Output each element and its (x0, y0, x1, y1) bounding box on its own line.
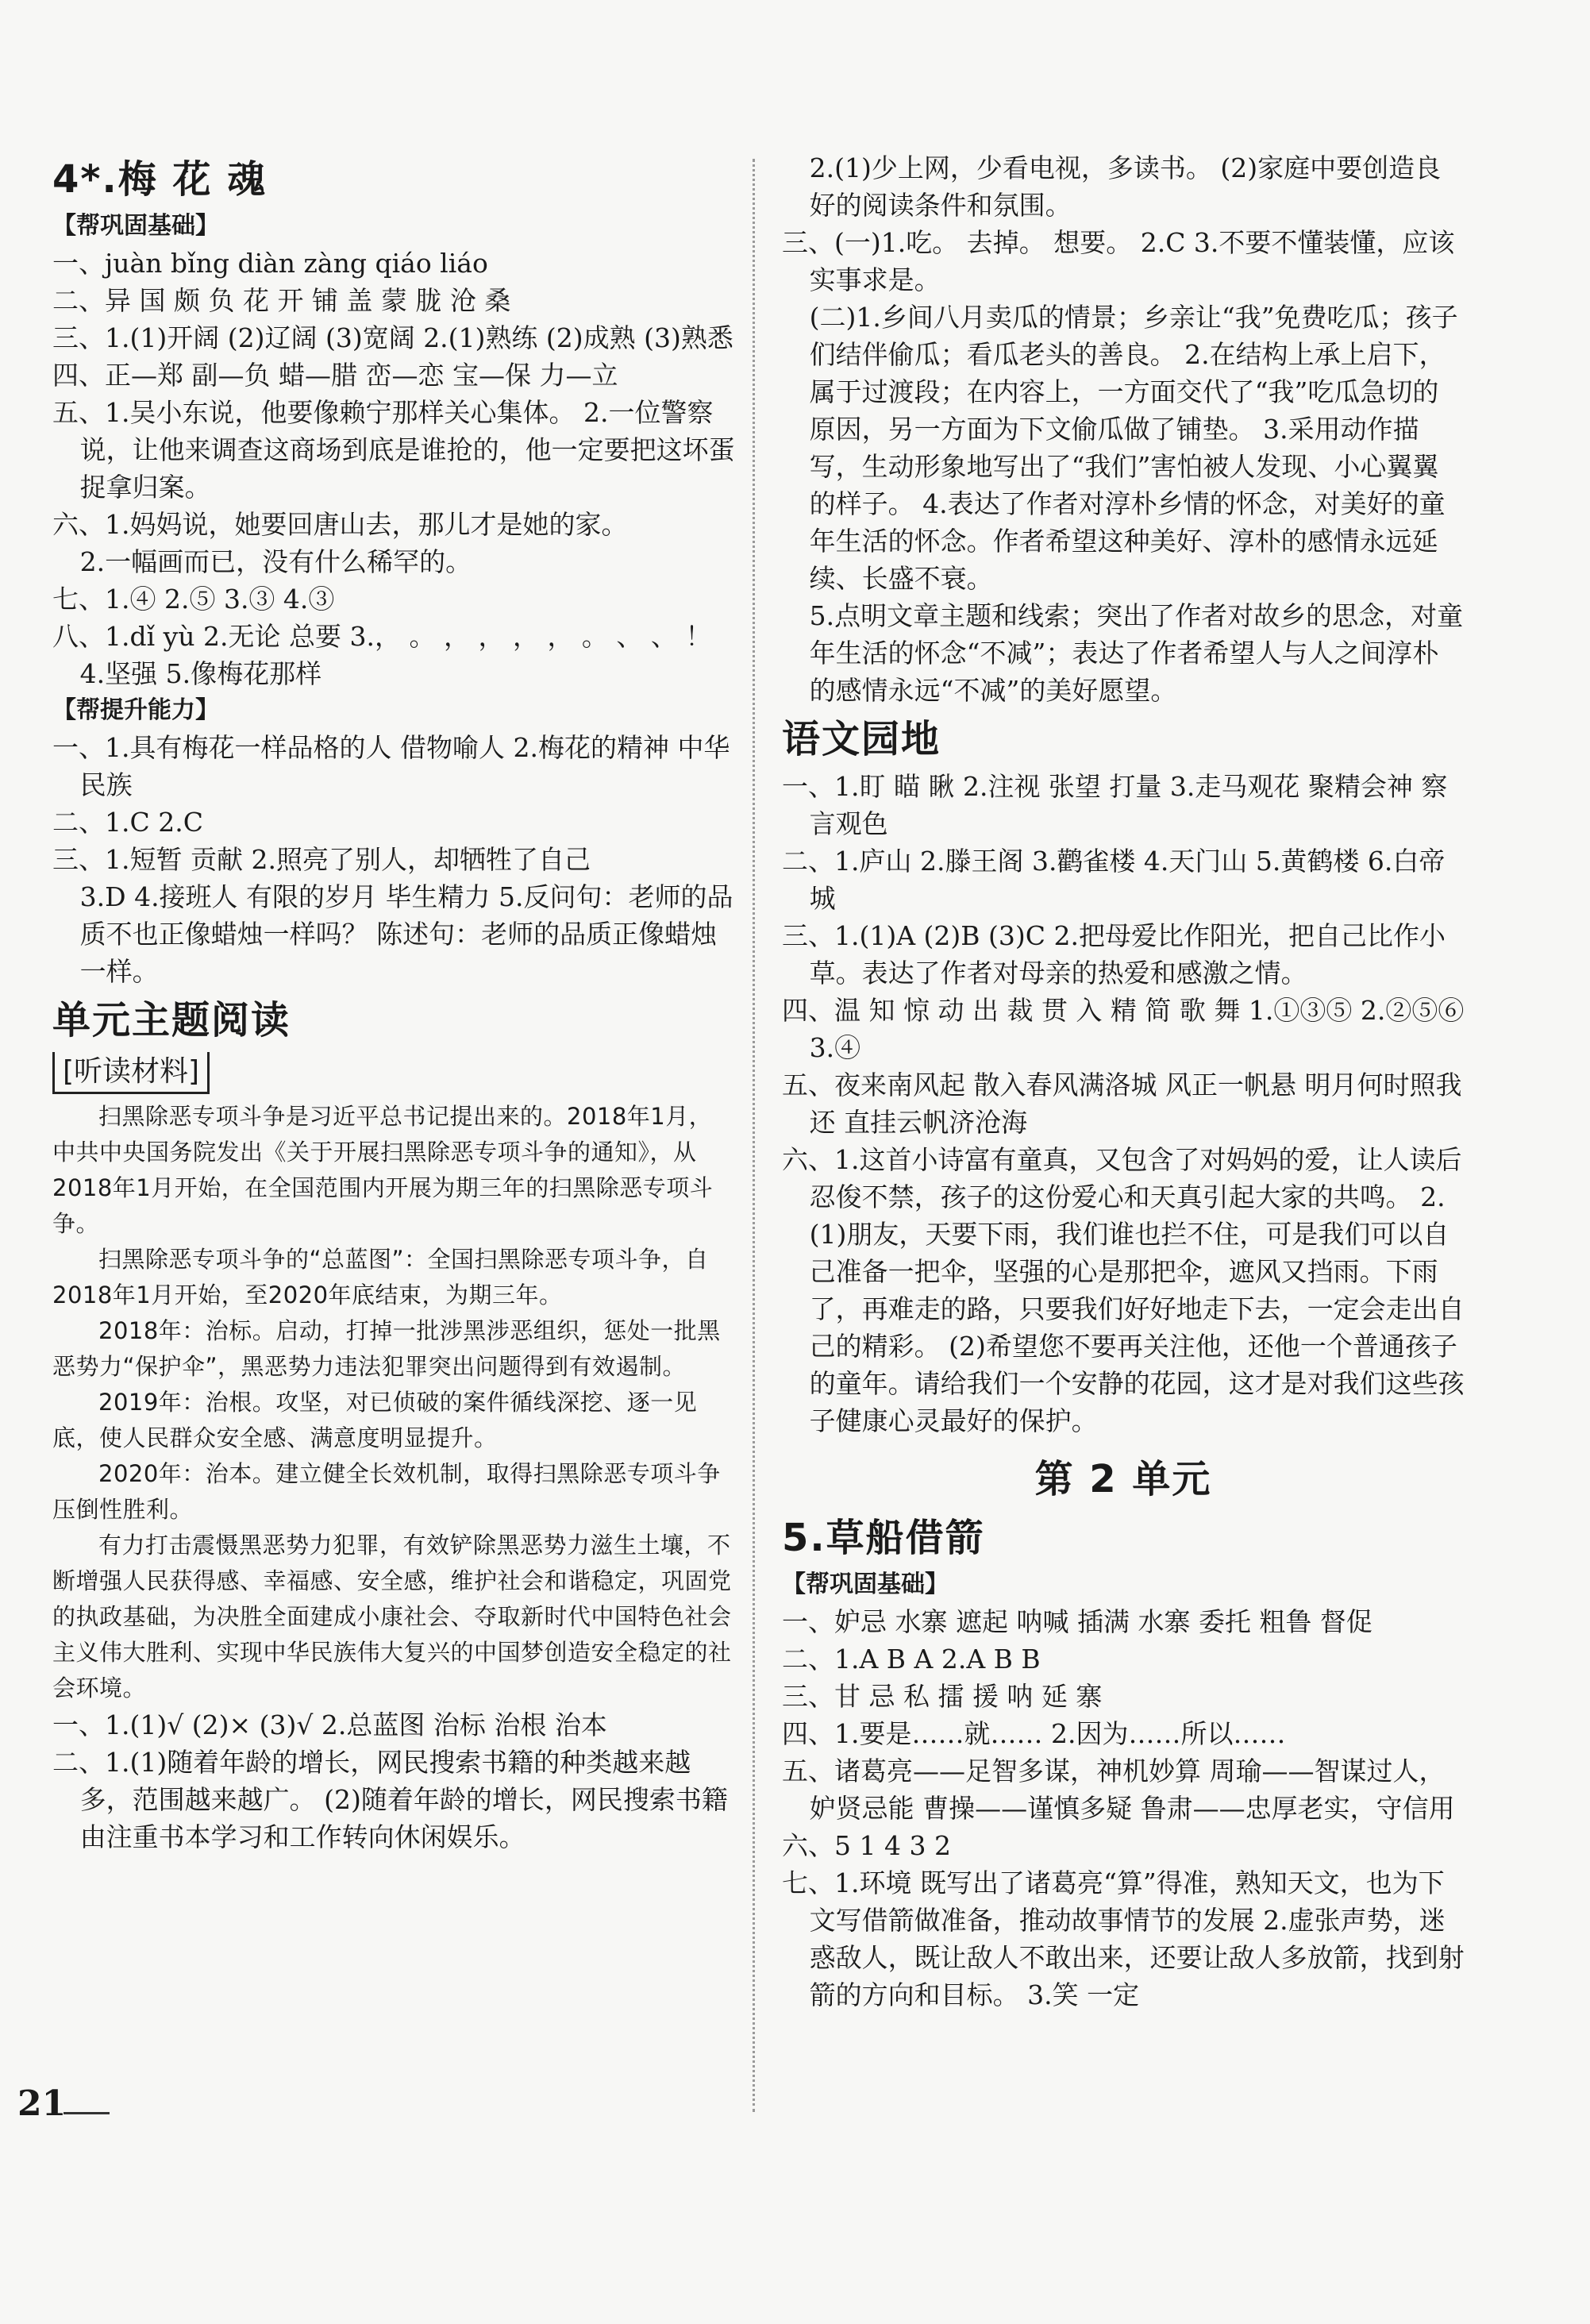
answer-line: 二、1.(1)随着年龄的增长，网民搜索书籍的种类越来越多，范围越来越广。 (2)随着年龄的增长，网民搜索书籍由注重书本学习和工作转向休闲娱乐。 (52, 1747, 728, 1852)
answer-line: 四、正—郑 副—负 蜡—腊 峦—恋 宝—保 力—立 (52, 360, 618, 391)
section-tag: 【帮提升能力】 (52, 696, 219, 724)
answer-line: 三、甘 忌 私 擂 援 呐 延 寨 (782, 1681, 1103, 1712)
answer-line: 三、1.(1)开阔 (2)辽阔 (3)宽阔 2.(1)熟练 (2)成熟 (3)熟悉 (52, 322, 733, 353)
page-number-rule (64, 2112, 110, 2114)
answer-line: 三、1.(1)A (2)B (3)C 2.把母爱比作阳光，把自己比作小草。表达了作者对母亲的热爱和感激之情。 (782, 920, 1446, 989)
section-title: 单元主题阅读 (52, 998, 291, 1043)
section-tag: 【帮巩固基础】 (782, 1571, 949, 1598)
answer-line: (二)1.乡间八月卖瓜的情景；乡亲让“我”免费吃瓜；孩子们结伴偷瓜；看瓜老头的善良。 2.在结构上承上启下，属于过渡段；在内容上，一方面交代了“我”吃瓜急切的原因，另一方面为下文偷瓜做了铺垫。 3.采用动作描写，生动形象地写出了“我们”害怕被人发现、小心翼翼的样子。 4.表达了作者对淳朴乡情的怀念，对美好的童年生活的怀念。作者希望这种美好、淳朴的感情永远延续、长盛不衰。 (809, 302, 1458, 594)
answer-line: 五、夜来南风起 散入春风满洛城 风正一帆悬 明月何时照我还 直挂云帆济沧海 (782, 1070, 1462, 1138)
section-title: 语文园地 (782, 717, 941, 761)
answer-line: 二、1.C 2.C (52, 807, 203, 838)
answer-line: 一、妒忌 水寨 遮起 呐喊 插满 水寨 委托 粗鲁 督促 (782, 1606, 1372, 1637)
answer-line: 三、1.短暂 贡献 2.照亮了别人，却牺牲了自己 (52, 844, 591, 875)
story-paragraph: 扫黑除恶专项斗争是习近平总书记提出来的。2018年1月，中共中央国务院发出《关于开展扫黑除恶专项斗争的通知》，从2018年1月开始，在全国范围内开展为期三年的扫黑除恶专项斗争。 (52, 1103, 714, 1237)
answer-line: 2.(1)少上网，少看电视，多读书。 (2)家庭中要创造良好的阅读条件和氛围。 (809, 152, 1442, 221)
answer-line: 八、1.dǐ yù 2.无论 总要 3.， 。 ， ， ， ， 。 、 、 ！ 4.坚强 5.像梅花那样 (52, 621, 712, 689)
story-paragraph: 2018年：治标。启动，打掉一批涉黑涉恶组织，惩处一批黑恶势力“保护伞”，黑恶势力违法犯罪突出问题得到有效遏制。 (52, 1317, 721, 1380)
answer-line: 六、1.这首小诗富有童真，又包含了对妈妈的爱，让人读后忍俊不禁，孩子的这份爱心和天真引起大家的共鸣。 2.(1)朋友，天要下雨，我们谁也拦不住，可是我们可以自己准备一把伞，坚强的心是那把伞，遮风又挡雨。下雨了，再难走的路，只要我们好好地走下去，一定会走出自己的精彩。 (2)希望您不要再关注他，还他一个普通孩子的童年。请给我们一个安静的花园，这才是对我们这些孩子健康心灵最好的保护。 (782, 1144, 1465, 1436)
answer-line: 五、诸葛亮——足智多谋，神机妙算 周瑜——智谋过人，妒贤忌能 曹操——谨慎多疑 鲁肃——忠厚老实，守信用 (782, 1756, 1455, 1824)
answer-line: 七、1.环境 既写出了诸葛亮“算”得准，熟知天文，也为下文写借箭做准备，推动故事情节的发展 2.虚张声势，迷惑敌人，既让敌人不敢出来，还要让敌人多放箭，找到射箭的方向和目标。 3.笑 一定 (782, 1867, 1465, 2010)
answer-line: 二、异 国 颇 负 花 开 铺 盖 蒙 胧 沧 桑 (52, 285, 511, 316)
answer-line: 二、1.A B A 2.A B B (782, 1644, 1041, 1675)
story-paragraph: 2019年：治根。攻坚，对已侦破的案件循线深挖、逐一见底，使人民群众安全感、满意度明显提升。 (52, 1389, 698, 1451)
story-paragraph: 扫黑除恶专项斗争的“总蓝图”：全国扫黑除恶专项斗争，自2018年1月开始，至2020年底结束，为期三年。 (52, 1246, 709, 1308)
answer-line: 3.D 4.接班人 有限的岁月 毕生精力 5.反问句：老师的品质不也正像蜡烛一样吗？ 陈述句：老师的品质正像蜡烛一样。 (79, 881, 733, 987)
answer-line: 七、1.④ 2.⑤ 3.③ 4.③ (52, 584, 335, 615)
listening-label: [听读材料] (52, 1052, 210, 1094)
answer-line: 一、juàn bǐng diàn zàng qiáo liáo (52, 248, 488, 279)
story-paragraph: 有力打击震慑黑恶势力犯罪，有效铲除黑恶势力滋生土壤，不断增强人民获得感、幸福感、安全感，维护社会和谐稳定，巩固党的执政基础，为决胜全面建成小康社会、夺取新时代中国特色社会主义伟大胜利、实现中华民族伟大复兴的中国梦创造安全稳定的社会环境。 (52, 1532, 732, 1702)
story-paragraph: 2020年：治本。建立健全长效机制，取得扫黑除恶专项斗争压倒性胜利。 (52, 1460, 721, 1523)
answer-line: 五、1.吴小东说，他要像赖宁那样关心集体。 2.一位警察说，让他来调查这商场到底是谁抢的，他一定要把这坏蛋捉拿归案。 (52, 397, 735, 503)
page-number: 21 (17, 2083, 67, 2124)
right-column (782, 149, 1465, 2014)
answer-line: 三、(一)1.吃。 去掉。 想要。 2.C 3.不要不懂装懂，应该实事求是。 (782, 227, 1455, 295)
answer-line: 5.点明文章主题和线索；突出了作者对故乡的思念，对童年生活的怀念“不减”；表达了作者希望人与人之间淳朴的感情永远“不减”的美好愿望。 (809, 600, 1464, 706)
answer-line: 2.一幅画而已，没有什么稀罕的。 (79, 546, 472, 577)
answer-line: 一、1.具有梅花一样品格的人 借物喻人 2.梅花的精神 中华民族 (52, 732, 730, 800)
column-divider (753, 159, 755, 2112)
answer-line: 四、温 知 惊 动 出 裁 贯 入 精 简 歌 舞 1.①③⑤ 2.②⑤⑥ 3.④ (782, 995, 1465, 1063)
unit-title: 第 2 单元 (1034, 1457, 1212, 1501)
answer-line: 一、1.盯 瞄 瞅 2.注视 张望 打量 3.走马观花 聚精会神 察言观色 (782, 771, 1448, 839)
answer-line: 六、1.妈妈说，她要回唐山去，那儿才是她的家。 (52, 509, 628, 540)
answer-line: 六、5 1 4 3 2 (782, 1830, 951, 1861)
answer-line: 一、1.(1)√ (2)× (3)√ 2.总蓝图 治标 治根 治本 (52, 1709, 607, 1740)
left-column (52, 149, 735, 1856)
lesson-title: 4*.梅 花 魂 (52, 157, 268, 202)
lesson-title: 5.草船借箭 (782, 1516, 985, 1560)
section-tag: 【帮巩固基础】 (52, 212, 219, 240)
answer-line: 二、1.庐山 2.滕王阁 3.鹳雀楼 4.天门山 5.黄鹤楼 6.白帝城 (782, 846, 1446, 914)
answer-line: 四、1.要是……就…… 2.因为……所以…… (782, 1718, 1286, 1749)
